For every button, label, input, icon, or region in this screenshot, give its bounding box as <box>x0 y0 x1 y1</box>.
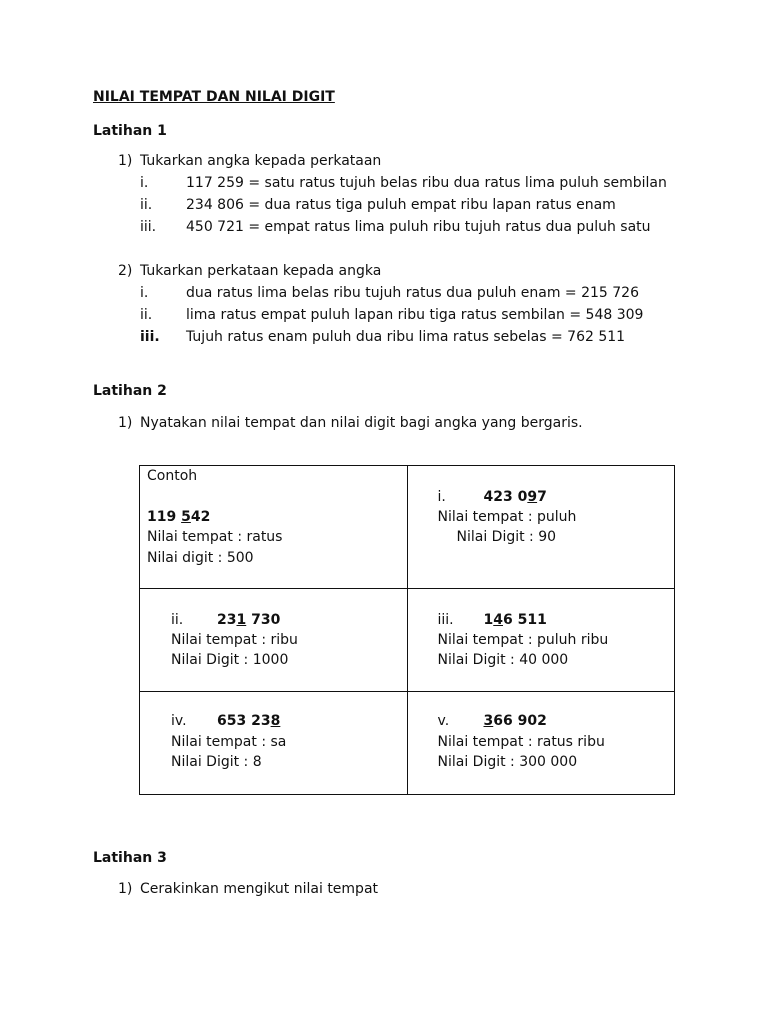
cell-label: ii. <box>171 612 184 628</box>
latihan2-q1-text: Nyatakan nilai tempat dan nilai digit bagi angka yang bergaris. <box>140 415 583 431</box>
latihan1-q2-item-label: i. <box>140 285 149 301</box>
table-cell <box>407 589 675 692</box>
table-cell <box>407 466 675 589</box>
latihan1-q2-item-text: dua ratus lima belas ribu tujuh ratus dua puluh enam = 215 726 <box>186 285 639 301</box>
latihan1-q1-item-text: 450 721 = empat ratus lima puluh ribu tujuh ratus dua puluh satu <box>186 219 651 235</box>
cell-digit: Nilai Digit : 40 000 <box>437 652 569 668</box>
cell-label: v. <box>437 713 450 729</box>
latihan3-q1-number: 1) <box>118 881 133 897</box>
latihan1-q1-text: Tukarkan angka kepada perkataan <box>140 153 382 169</box>
latihan3-q1-text: Cerakinkan mengikut nilai tempat <box>140 881 379 897</box>
contoh-digit: Nilai digit : 500 <box>147 550 254 566</box>
cell-tempat: Nilai tempat : ribu <box>171 632 298 648</box>
latihan1-q2-item-text: lima ratus empat puluh lapan ribu tiga ratus sembilan = 548 309 <box>186 307 644 323</box>
latihan1-q1-item-label: i. <box>140 175 149 191</box>
table-cell <box>407 692 675 795</box>
latihan3-heading: Latihan 3 <box>93 850 167 866</box>
cell-label: i. <box>437 489 446 505</box>
latihan1-q2-item-label: ii. <box>140 307 153 323</box>
cell-number: 146 511 <box>483 612 547 628</box>
cell-tempat: Nilai tempat : ratus ribu <box>437 734 605 750</box>
latihan1-q2-item-text: Tujuh ratus enam puluh dua ribu lima ratus sebelas = 762 511 <box>186 329 626 345</box>
cell-digit: Nilai Digit : 8 <box>171 754 262 770</box>
latihan1-q1-item-text: 117 259 = satu ratus tujuh belas ribu dua ratus lima puluh sembilan <box>186 175 667 191</box>
underlined-digit: 1 <box>236 612 247 628</box>
table-cell <box>140 589 408 692</box>
latihan1-q1-item-label: ii. <box>140 197 153 213</box>
table-cell <box>140 692 408 795</box>
cell-number: 366 902 <box>483 713 547 729</box>
page-title: NILAI TEMPAT DAN NILAI DIGIT <box>93 89 335 105</box>
cell-digit: Nilai Digit : 90 <box>456 529 557 545</box>
latihan1-q2-number: 2) <box>118 263 133 279</box>
cell-digit: Nilai Digit : 1000 <box>171 652 289 668</box>
underlined-digit: 4 <box>493 612 503 628</box>
latihan1-q1-item-text: 234 806 = dua ratus tiga puluh empat ribu lapan ratus enam <box>186 197 616 213</box>
cell-number: 231 730 <box>217 612 281 628</box>
underlined-digit: 9 <box>527 489 538 505</box>
latihan1-heading: Latihan 1 <box>93 123 167 139</box>
cell-label: iii. <box>437 612 454 628</box>
latihan1-q1-number: 1) <box>118 153 133 169</box>
table-cell-contoh <box>140 466 408 589</box>
cell-digit: Nilai Digit : 300 000 <box>437 754 578 770</box>
underlined-digit: 3 <box>483 713 494 729</box>
cell-tempat: Nilai tempat : puluh <box>437 509 577 525</box>
latihan1-q2-text: Tukarkan perkataan kepada angka <box>140 263 382 279</box>
cell-tempat: Nilai tempat : puluh ribu <box>437 632 609 648</box>
contoh-tempat: Nilai tempat : ratus <box>147 529 283 545</box>
cell-number: 653 238 <box>217 713 281 729</box>
latihan1-q2-item-label: iii. <box>140 329 160 345</box>
contoh-number: 119 542 <box>147 509 211 525</box>
cell-tempat: Nilai tempat : sa <box>171 734 287 750</box>
latihan2-heading: Latihan 2 <box>93 383 167 399</box>
latihan2-q1-number: 1) <box>118 415 133 431</box>
contoh-label: Contoh <box>147 468 198 484</box>
cell-number: 423 097 <box>483 489 547 505</box>
underlined-digit: 5 <box>181 509 191 525</box>
cell-label: iv. <box>171 713 187 729</box>
latihan1-q1-item-label: iii. <box>140 219 157 235</box>
place-value-table <box>139 465 675 795</box>
underlined-digit: 8 <box>270 713 281 729</box>
